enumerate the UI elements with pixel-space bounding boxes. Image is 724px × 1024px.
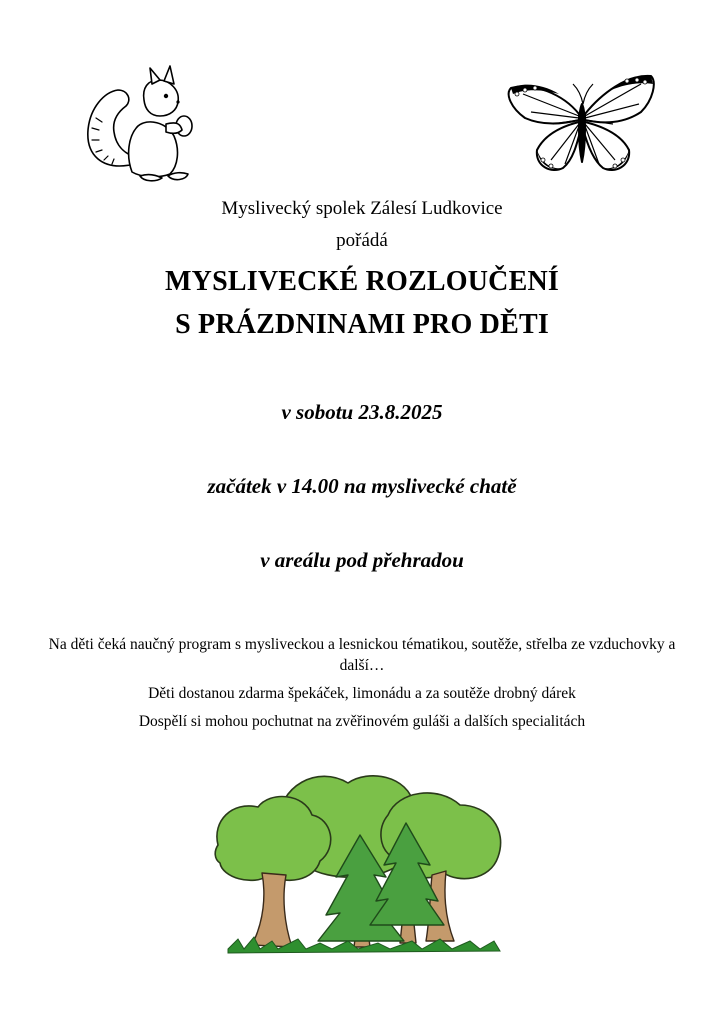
- event-date: v sobotu 23.8.2025: [281, 400, 443, 424]
- event-title-line2: S PRÁZDNINAMI PRO DĚTI: [175, 309, 549, 340]
- event-start-time: začátek v 14.00 na myslivecké chatě: [207, 474, 517, 498]
- event-title-line1: MYSLIVECKÉ ROZLOUČENÍ: [165, 266, 559, 297]
- squirrel-illustration: [82, 60, 207, 188]
- description-paragraph-2: Děti dostanou zdarma špekáček, limonádu a za soutěže drobný dárek: [148, 685, 576, 702]
- butterfly-illustration: [503, 64, 659, 182]
- description-paragraph-1: Na děti čeká naučný program s mysliveckou a lesnickou tématikou, soutěže, střelba ze vzduchovky a další…: [48, 636, 676, 674]
- organizer-name: Myslivecký spolek Zálesí Ludkovice: [221, 198, 503, 219]
- description-paragraph-3: Dospělí si mohou pochutnat na zvěřinovém guláši a dalších specialitách: [138, 713, 586, 730]
- forest-illustration: [208, 765, 508, 955]
- presents-text: pořádá: [336, 230, 388, 251]
- event-location: v areálu pod přehradou: [260, 548, 464, 572]
